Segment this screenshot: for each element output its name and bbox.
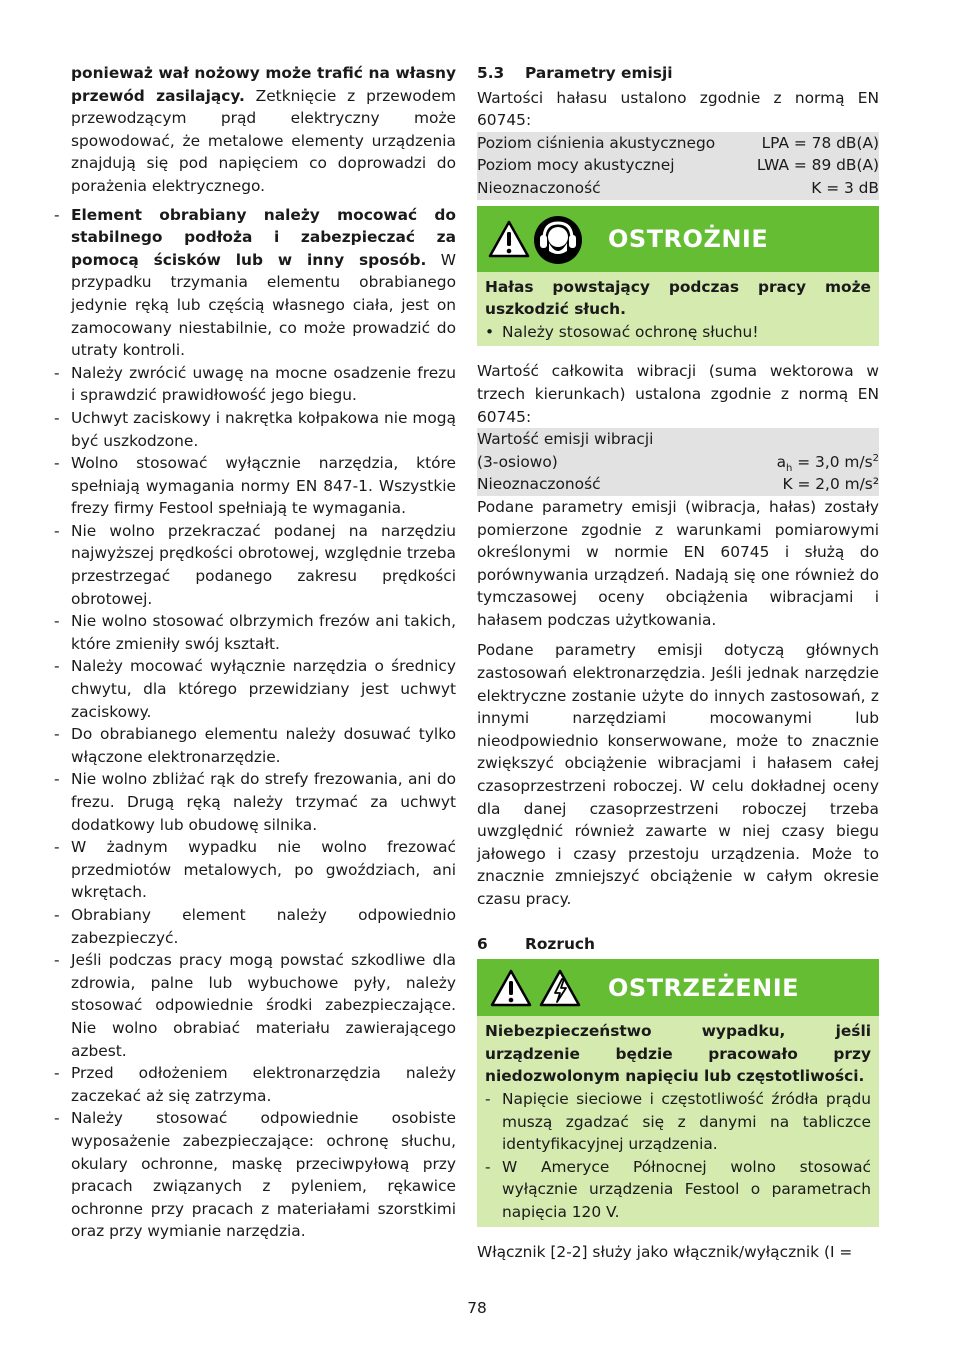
table-cell-label: Poziom ciśnienia akustycznego: [477, 132, 743, 155]
section-number: 6: [477, 934, 488, 953]
list-item-text: Należy stosować odpowiednie osobiste wyposażenie zabezpieczające: ochronę słuchu, okulary ochronne, maskę przeciwpyłową przy pracach związanych z pyleniem, rękawice ochronne przy pracach z materiałami szorstkimi oraz przy wymianie narzędzia.: [71, 1109, 456, 1241]
table-cell-label: Nieoznaczoność: [477, 177, 743, 200]
table-cell-value: [697, 451, 879, 474]
vibration-table: [477, 428, 879, 496]
list-item-text: Jeśli podczas pracy mogą powstać szkodliwe dla zdrowia, palne lub wybuchowe pyły, należy stosować odpowiednie środki zabezpieczające. Nie wolno obrabiać materiału zawierającego azbest.: [71, 951, 456, 1060]
electric-shock-icon: [538, 968, 582, 1008]
section-number: 5.3: [477, 64, 505, 82]
list-item-text: W przypadku trzymania elementu obrabianego jedynie ręką lub częścią własnego ciała, jest on zamocowany niestabilnie, co może prowadzić do utraty kontroli.: [71, 250, 456, 360]
right-column: [477, 62, 879, 1269]
warning-body: [477, 1016, 879, 1226]
table-row: [477, 154, 879, 177]
switch-paragraph: Włącznik [2-2] służy jako włącznik/wyłącznik (I =: [477, 1242, 853, 1261]
list-item: - Napięcie sieciowe i częstotliwość źródła prądu muszą zgadzać się z danymi na tabliczce identyfikacyjnej urządzenia.: [485, 1088, 871, 1156]
list-item-text: Nie wolno zbliżać rąk do strefy frezowania, ani do frezu. Drugą ręką należy trzymać za uchwyt dodatkowy lub obudowę silnika.: [71, 770, 456, 834]
table-row: [477, 177, 879, 200]
list-item: [54, 452, 456, 520]
list-item: [54, 1107, 456, 1243]
list-item-text: Obrabiany element należy odpowiednio zabezpieczyć.: [71, 905, 456, 947]
list-item: - W Ameryce Północnej wolno stosować wyłącznie urządzenia Festool o parametrach napięcia 120 V.: [485, 1156, 871, 1224]
section-heading-5-3: [477, 62, 879, 85]
list-item-text: Nie wolno stosować olbrzymich frezów ani takich, które zmieniły swój kształt.: [71, 612, 456, 653]
section-title: Rozruch: [525, 934, 596, 953]
list-item-text: Przed odłożeniem elektronarzędzia należy zaczekać aż się zatrzyma.: [71, 1064, 456, 1105]
noise-intro: Wartości hałasu ustalono zgodnie z normą EN 60745:: [477, 88, 879, 130]
list-item: [54, 768, 456, 836]
list-item: [54, 655, 456, 723]
caution-list: [485, 321, 871, 344]
value-symbol: a: [776, 452, 787, 471]
warning-bold: Niebezpieczeństwo wypadku, jeśli urządzenie będzie pracowało przy niedozwolonym napięciu lub częstotliwości.: [485, 1022, 871, 1086]
table-cell-label: (3-osiowo): [477, 451, 697, 474]
list-item-text: Uchwyt zaciskowy i nakrętka kołpakowa nie mogą być uszkodzone.: [71, 408, 456, 450]
table-cell-value: LPA = 78 dB(A): [743, 132, 879, 155]
caution-header: [477, 206, 879, 272]
list-item: [54, 836, 456, 904]
emission-paragraph-1: Podane parametry emisji (wibracja, hałas) zostały pomierzone zgodnie z warunkami pomiarowymi określonymi w normie EN 60745 i służą do porównywania urządzeń. Nadają się one również do tymczasowej oceny obciążenia wibracjami i hałasem podczas użytkowania.: [477, 497, 879, 629]
intro-paragraph: [54, 62, 456, 198]
table-row: [477, 428, 879, 451]
table-cell-label: Poziom mocy akustycznej: [477, 154, 743, 177]
table-cell-label: Wartość emisji wibracji: [477, 428, 879, 451]
warning-triangle-icon: [489, 968, 533, 1008]
intro-text: Zetknięcie z przewodem przewodzącym prąd elektryczny może spowodować, że metalowe elementy urządzenia znajdują się pod napięciem co doprowadzi do porażenia elektrycznego.: [71, 86, 456, 195]
value-subscript: h: [786, 462, 793, 474]
list-item: [54, 1062, 456, 1107]
caution-body: [477, 272, 879, 347]
list-item-text: Należy mocować wyłącznie narzędzia o średnicy chwytu, dla którego przewidziany jest uchwyt zaciskowy.: [71, 657, 456, 721]
list-item: [54, 204, 456, 362]
list-item-text: Wolno stosować wyłącznie narzędzia, które spełniają wymagania normy EN 847-1. Wszystkie frezy firmy Festool spełniają te wymagania.: [71, 454, 456, 518]
list-item: [54, 949, 456, 1062]
list-item: [54, 362, 456, 407]
list-item: [54, 723, 456, 768]
hearing-protection-icon: [533, 215, 583, 265]
emission-paragraph-2: Podane parametry emisji dotyczą głównych zastosowań elektronarzędzia. Jeśli jednak narzędzie elektryczne zostanie użyte do innych zastosowań, z innymi narzędziami mocowanymi lub nieodpowiednio konserwowane, może to znacznie zwiększyć obciążenie wibracjami i hałasem całej czasoprzestrzeni roboczej. W celu dokładnej oceny dla danej czasoprzestrzeni roboczej trzeba uwzględnić również zawarte w niej czasy biegu jałowego i czasy przestoju urządzenia. Może to znacznie zmniejszyć obciążenie w całym okresie czasu pracy.: [477, 641, 879, 908]
list-item: • Należy stosować ochronę słuchu!: [485, 321, 871, 344]
table-cell-label: Nieoznaczoność: [477, 473, 697, 496]
table-cell-value: K = 3 dB: [743, 177, 879, 200]
warning-triangle-icon: [487, 219, 531, 259]
list-item-text: W żadnym wypadku nie wolno frezować przedmiotów metalowych, po gwoździach, ani wkrętach.: [71, 838, 456, 902]
table-row: [477, 473, 879, 496]
list-item: [54, 904, 456, 949]
table-row: [477, 132, 879, 155]
section-title: Parametry emisji: [525, 64, 673, 82]
list-item-bold: Element obrabiany należy mocować do stabilnego podłoża i zabezpieczać za pomocą ścisków lub w inny sposób.: [71, 205, 456, 269]
table-cell-value: K = 2,0 m/s²: [697, 473, 879, 496]
intro-bold: ponieważ wał nożowy może trafić na własny przewód zasilający.: [71, 64, 456, 105]
safety-list: [54, 204, 456, 1243]
warning-box: [477, 959, 879, 1226]
table-cell-value: LWA = 89 dB(A): [743, 154, 879, 177]
warning-header: [477, 959, 879, 1016]
section-heading-6: [477, 933, 879, 956]
value-text: = 3,0 m/s: [792, 452, 873, 471]
list-item-text: Nie wolno przekraczać podanej na narzędziu najwyższej prędkości obrotowej, względnie trzeba przestrzegać podanego zakresu prędkości obrotowej.: [71, 521, 456, 608]
vibration-intro: Wartość całkowita wibracji (suma wektorowa w trzech kierunkach) ustalona zgodnie z normą EN 60745:: [477, 362, 879, 426]
table-row: [477, 451, 879, 474]
noise-table: [477, 132, 879, 200]
caution-title: OSTROŻNIE: [608, 224, 769, 253]
warning-list: [485, 1088, 871, 1224]
list-item: [54, 520, 456, 610]
warning-title: OSTRZEŻENIE: [608, 974, 800, 1003]
list-item: [54, 407, 456, 452]
left-column: [54, 62, 456, 1243]
page-number: 78: [467, 1299, 487, 1317]
list-item-text: Należy zwrócić uwagę na mocne osadzenie frezu i sprawdzić prawidłowość jego biegu.: [71, 363, 456, 405]
caution-box: [477, 206, 879, 347]
list-item-text: Do obrabianego elementu należy dosuwać tylko włączone elektronarzędzie.: [71, 725, 456, 766]
list-item: [54, 610, 456, 655]
value-superscript: 2: [872, 452, 879, 464]
caution-bold: Hałas powstający podczas pracy może uszkodzić słuch.: [485, 277, 871, 319]
